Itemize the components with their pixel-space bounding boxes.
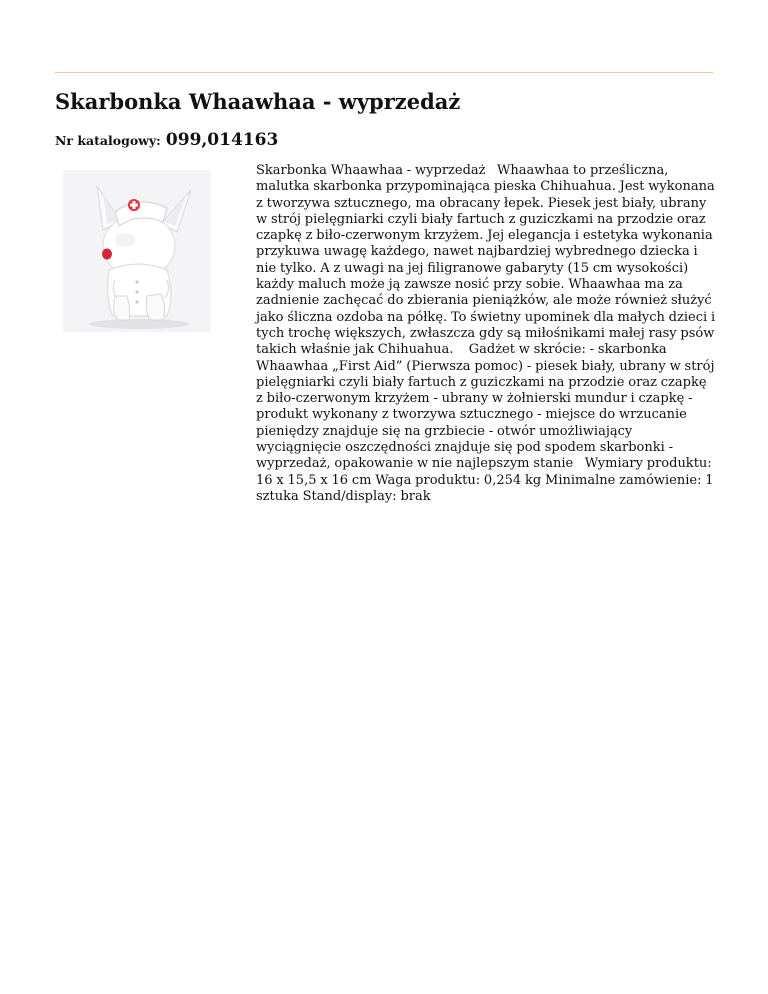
catalog-label: Nr katalogowy: [55,133,161,148]
catalog-number: 099,014163 [165,130,279,150]
product-title: Skarbonka Whaawhaa - wyprzedaż [55,89,461,114]
product-image [63,170,211,332]
catalog-number-row [55,130,278,150]
chihuahua-nurse-piggy-bank-illustration [63,170,211,332]
header-divider [55,72,713,73]
product-description: Skarbonka Whaawhaa - wyprzedaż Whaawhaa to prześliczna, malutka skarbonka przypominająca pieska Chihuahua. Jest wykonana z tworzywa sztucznego, ma obracany łepek. Piesek jest biały, ubrany w strój pielęgniarki czyli biały fartuch z guziczkami na przodzie oraz czapkę z biło-czerwonym krzyżem. Jej elegancja i estetyka wykonania przykuwa uwagę każdego, nawet najbardziej wybrednego dziecka i nie tylko. A z uwagi na jej filigranowe gabaryty (15 cm wysokości) każdy maluch może ją zawsze nosić przy sobie. Whaawhaa ma za zadnienie zachęcać do zbierania pieniążków, ale może również służyć jako śliczna ozdoba na półkę. To świetny upominek dla małych dzieci i tych trochę większych, zwłaszcza gdy są miłośnikami małej rasy psów takich właśnie jak Chihuahua. Gadżet w skrócie: - skarbonka Whaawhaa „First Aid” (Pierwsza pomoc) - piesek biały, ubrany w strój pielęgniarki czyli biały fartuch z guziczkami na przodzie oraz czapkę z biło-czerwonym krzyżem - ubrany w żołnierski mundur i czapkę - produkt wykonany z tworzywa sztucznego - miejsce do wrzucanie pieniędzy znajduje się na grzbiecie - otwór umożliwiający wyciągnięcie oszczędności znajduje się pod spodem skarbonki - wyprzedaż, opakowanie w nie najlepszym stanie Wymiary produktu: 16 x 15,5 x 16 cm Waga produktu: 0,254 kg Minimalne zamówienie: 1 sztuka Stand/display: brak [256,163,719,504]
